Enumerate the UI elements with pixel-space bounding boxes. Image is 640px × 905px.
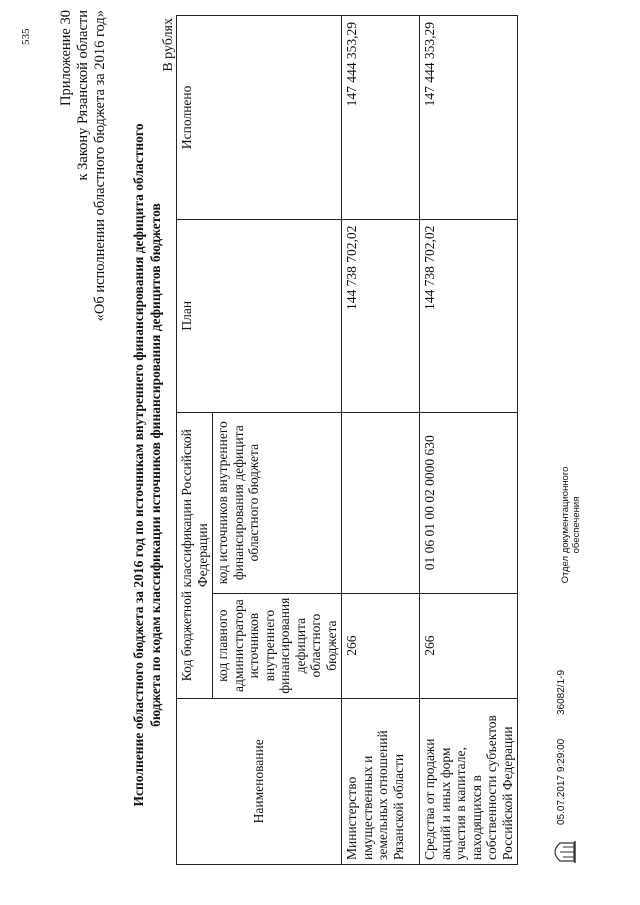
cell-source-code	[342, 412, 420, 593]
budget-table	[176, 15, 518, 865]
header-name: Наименование	[177, 698, 342, 864]
page-number: 535	[20, 28, 32, 45]
footer-code: 36082/1-9	[556, 669, 567, 715]
table-row	[342, 16, 420, 865]
header-admin-code: код главного администратора источников внутреннего финансирования дефицита областного бюджета	[213, 593, 342, 698]
cell-admin-code: 266	[420, 593, 518, 698]
cell-done: 147 444 353,29	[342, 16, 420, 220]
units-label: В рублях	[161, 18, 176, 72]
cell-plan: 144 738 702,02	[420, 219, 518, 412]
footer-date: 05.07.2017 9:29:00	[556, 738, 567, 825]
header-done: Исполнено	[177, 16, 342, 220]
header-source-code: код источников внутреннего финансирования дефицита областного бюджета	[213, 412, 342, 593]
cell-admin-code: 266	[342, 593, 420, 698]
title-line: Исполнение областного бюджета за 2016 год по источникам внутреннего финансирования дефицита областного	[131, 123, 146, 807]
cell-name: Средства от продажи акций и иных форм участия в капитале, находящихся в собственности субъектов Российской Федерации	[420, 698, 518, 864]
cell-plan: 144 738 702,02	[342, 219, 420, 412]
emblem-icon	[548, 839, 578, 865]
title-line: бюджета по кодам классификации источников финансирования дефицитов бюджетов	[148, 203, 163, 727]
table-header-row	[177, 16, 213, 865]
document-title	[130, 65, 164, 865]
footer-dept: Отдел документационного обеспечения	[560, 466, 582, 584]
cell-source-code: 01 06 01 00 02 0000 630	[420, 412, 518, 593]
header-code-group: Код бюджетной классификации Российской Федерации	[177, 412, 213, 698]
cell-done: 147 444 353,29	[420, 16, 518, 220]
appendix-line: «Об исполнении областного бюджета за 2016 год»	[92, 10, 108, 322]
header-plan: План	[177, 219, 342, 412]
cell-name: Министерство имущественных и земельных отношений Рязанской области	[342, 698, 420, 864]
appendix-line: к Закону Рязанской области	[75, 10, 91, 181]
table-row	[420, 16, 518, 865]
appendix-line: Приложение 30	[58, 10, 74, 106]
appendix-header	[58, 10, 109, 430]
